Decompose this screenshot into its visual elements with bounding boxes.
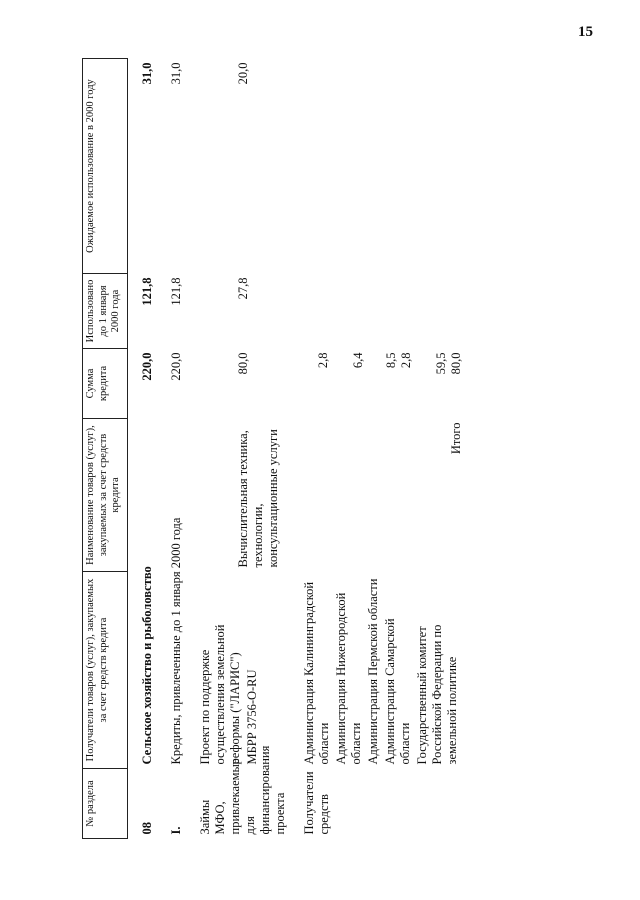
list-item: Администрация Калининградской области xyxy=(301,581,331,765)
credits-title: Кредиты, привлеченные до 1 января 2000 года xyxy=(168,517,183,765)
recipient-amount: 59,5 xyxy=(433,352,448,375)
table-row-section xyxy=(138,59,157,839)
project-loan: МБРР 3756-O-RU xyxy=(244,669,259,765)
credits-code: I. xyxy=(168,826,183,835)
project-goods: Вычислительная техника, технологии, консультационные услуги xyxy=(235,429,280,568)
header-credit-amount: Сумма кредита xyxy=(83,349,128,419)
section-expected: 31,0 xyxy=(139,62,154,85)
project-used: 27,8 xyxy=(235,277,250,300)
recipient-amount: 8,5 xyxy=(383,352,398,369)
header-goods: Наименование товаров (услуг), закупаемых за счет средств кредита xyxy=(83,419,128,572)
recipients-list xyxy=(300,572,466,769)
credits-used: 121,8 xyxy=(168,277,183,306)
header-used: Использовано до 1 января 2000 года xyxy=(83,274,128,349)
recipient-amount: 2,8 xyxy=(315,352,330,369)
section-amount: 220,0 xyxy=(139,352,154,381)
header-recipients: Получатели товаров (услуг), закупаемых за счет средств кредита xyxy=(83,572,128,769)
list-item: Администрация Самарской области xyxy=(382,618,412,765)
section-code: 08 xyxy=(139,822,154,835)
credit-table xyxy=(82,58,466,839)
list-item: Администрация Пермской области xyxy=(365,578,380,765)
recipient-amount: 6,4 xyxy=(350,352,365,369)
header-expected: Ожидаемое использование в 2000 году xyxy=(83,59,128,274)
total-label: Итого xyxy=(448,422,463,455)
empty-cell xyxy=(300,274,466,349)
table-row-project xyxy=(196,59,290,839)
credits-expected: 31,0 xyxy=(168,62,183,85)
recipients-label: Получатели средств xyxy=(301,771,331,835)
list-item: Государственный комитет Российской Федерации по земельной политике xyxy=(414,624,459,765)
table-row-recipients xyxy=(300,59,466,839)
empty-cell xyxy=(300,59,466,274)
table-header-row xyxy=(83,59,128,839)
recipient-amount: 2,8 xyxy=(398,352,413,369)
recipients-total: 80,0 xyxy=(448,352,463,375)
rotated-table-wrapper xyxy=(82,59,640,839)
project-expected: 20,0 xyxy=(235,62,250,85)
recipients-amounts xyxy=(300,349,466,419)
credits-amount: 220,0 xyxy=(168,352,183,381)
table-row-credits xyxy=(167,59,186,839)
page-number: 15 xyxy=(578,24,593,40)
project-label: Займы МФО, привлекаемые для финансирования проекта xyxy=(197,745,287,835)
header-section-number: № раздела xyxy=(83,769,128,839)
list-item: Администрация Нижегородской области xyxy=(333,592,363,765)
section-title: Сельское хозяйство и рыболовство xyxy=(139,566,154,765)
project-cell xyxy=(196,572,290,769)
project-name: Проект по поддержке осуществления земельной реформы ("ЛАРИС") xyxy=(197,624,242,765)
project-amount: 80,0 xyxy=(235,352,250,375)
section-used: 121,8 xyxy=(139,277,154,306)
total-label-cell xyxy=(300,419,466,572)
